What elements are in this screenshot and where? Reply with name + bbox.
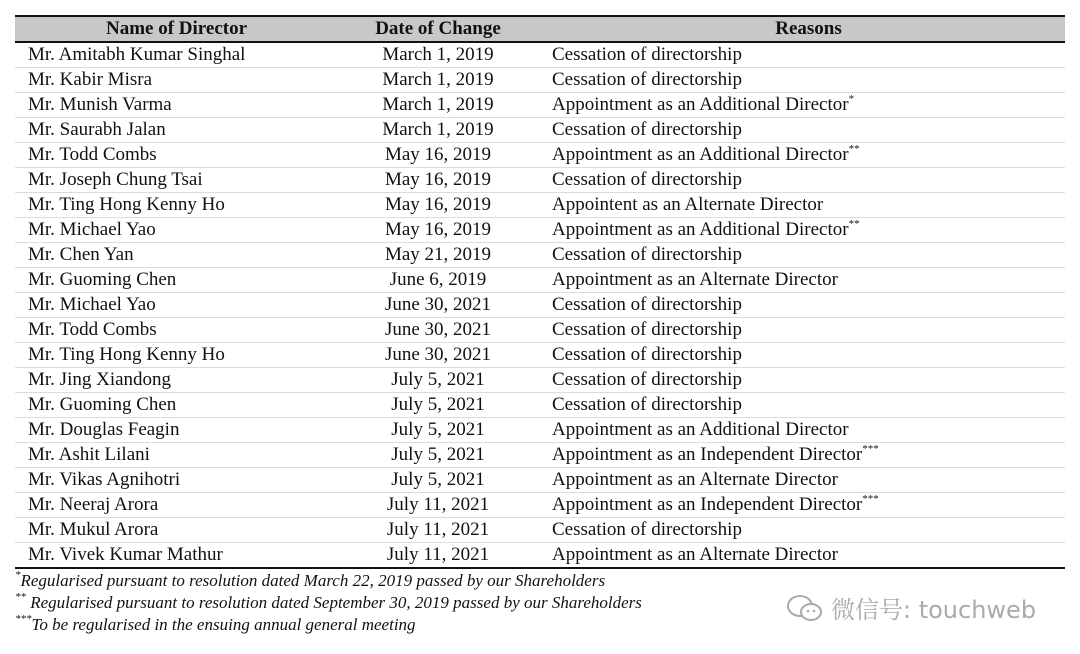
reason-text: Appointment as an Independent Director	[552, 494, 863, 515]
change-date: May 16, 2019	[338, 143, 538, 168]
watermark	[785, 590, 1036, 625]
footnote-text: To be regularised in the ensuing annual general meeting	[31, 615, 416, 634]
reason-text: Appointment as an Additional Director	[552, 419, 849, 440]
table-row	[15, 42, 1065, 68]
change-reason	[538, 243, 1065, 268]
footnote-mark: **	[848, 143, 860, 155]
reason-text: Cessation of directorship	[552, 294, 742, 315]
change-reason	[538, 193, 1065, 218]
director-name: Mr. Ting Hong Kenny Ho	[15, 193, 338, 218]
change-date: July 5, 2021	[338, 468, 538, 493]
table-row	[15, 343, 1065, 368]
table-row	[15, 268, 1065, 293]
table-row	[15, 293, 1065, 318]
header-name: Name of Director	[15, 16, 338, 42]
table-row	[15, 68, 1065, 93]
change-reason	[538, 118, 1065, 143]
reason-text: Cessation of directorship	[552, 369, 742, 390]
change-reason	[538, 68, 1065, 93]
footnote-mark: **	[848, 218, 860, 230]
director-name: Mr. Todd Combs	[15, 143, 338, 168]
table-row	[15, 243, 1065, 268]
header-date: Date of Change	[338, 16, 538, 42]
director-name: Mr. Guoming Chen	[15, 393, 338, 418]
footnote-mark: *	[848, 93, 855, 105]
table-row	[15, 518, 1065, 543]
change-date: May 16, 2019	[338, 168, 538, 193]
director-name: Mr. Joseph Chung Tsai	[15, 168, 338, 193]
change-date: March 1, 2019	[338, 118, 538, 143]
reason-text: Appointment as an Additional Director	[552, 94, 849, 115]
director-name: Mr. Jing Xiandong	[15, 368, 338, 393]
reason-text: Appointent as an Alternate Director	[552, 194, 824, 215]
change-reason	[538, 93, 1065, 118]
director-name: Mr. Saurabh Jalan	[15, 118, 338, 143]
change-reason	[538, 393, 1065, 418]
table-row	[15, 143, 1065, 168]
change-date: July 11, 2021	[338, 493, 538, 518]
footnote	[15, 571, 605, 591]
director-name: Mr. Chen Yan	[15, 243, 338, 268]
change-reason	[538, 318, 1065, 343]
footnote-text: Regularised pursuant to resolution dated March 22, 2019 passed by our Shareholders	[20, 571, 606, 590]
change-date: July 11, 2021	[338, 543, 538, 569]
table-row	[15, 193, 1065, 218]
director-name: Mr. Kabir Misra	[15, 68, 338, 93]
change-reason	[538, 518, 1065, 543]
table-row	[15, 118, 1065, 143]
change-reason	[538, 468, 1065, 493]
change-reason	[538, 368, 1065, 393]
director-name: Mr. Ting Hong Kenny Ho	[15, 343, 338, 368]
reason-text: Cessation of directorship	[552, 344, 742, 365]
reason-text: Cessation of directorship	[552, 319, 742, 340]
reason-text: Appointment as an Additional Director	[552, 219, 849, 240]
wechat-icon	[785, 593, 825, 623]
change-date: March 1, 2019	[338, 42, 538, 68]
director-name: Mr. Vivek Kumar Mathur	[15, 543, 338, 569]
table-row	[15, 543, 1065, 569]
table-row	[15, 93, 1065, 118]
change-date: May 16, 2019	[338, 218, 538, 243]
change-date: May 21, 2019	[338, 243, 538, 268]
reason-text: Cessation of directorship	[552, 394, 742, 415]
table-row	[15, 468, 1065, 493]
table-header-row	[15, 16, 1065, 42]
change-date: June 30, 2021	[338, 318, 538, 343]
footnote-mark: ***	[862, 493, 879, 505]
directors-table	[15, 15, 1065, 569]
footnote-mark: *	[15, 569, 21, 581]
change-reason	[538, 418, 1065, 443]
director-name: Mr. Guoming Chen	[15, 268, 338, 293]
change-reason	[538, 293, 1065, 318]
director-name: Mr. Douglas Feagin	[15, 418, 338, 443]
change-date: May 16, 2019	[338, 193, 538, 218]
footnote-mark: ***	[15, 613, 32, 625]
change-reason	[538, 42, 1065, 68]
change-reason	[538, 143, 1065, 168]
reason-text: Appointment as an Alternate Director	[552, 269, 838, 290]
change-date: June 6, 2019	[338, 268, 538, 293]
director-name: Mr. Michael Yao	[15, 293, 338, 318]
table-row	[15, 368, 1065, 393]
director-name: Mr. Munish Varma	[15, 93, 338, 118]
director-name: Mr. Todd Combs	[15, 318, 338, 343]
table-row	[15, 318, 1065, 343]
change-date: July 5, 2021	[338, 393, 538, 418]
change-reason	[538, 218, 1065, 243]
change-date: June 30, 2021	[338, 293, 538, 318]
reason-text: Appointment as an Alternate Director	[552, 544, 838, 565]
reason-text: Cessation of directorship	[552, 44, 742, 65]
change-date: March 1, 2019	[338, 93, 538, 118]
change-reason	[538, 268, 1065, 293]
reason-text: Cessation of directorship	[552, 169, 742, 190]
change-date: July 5, 2021	[338, 368, 538, 393]
director-name: Mr. Neeraj Arora	[15, 493, 338, 518]
table-row	[15, 218, 1065, 243]
reason-text: Cessation of directorship	[552, 519, 742, 540]
change-date: July 11, 2021	[338, 518, 538, 543]
reason-text: Appointment as an Additional Director	[552, 144, 849, 165]
reason-text: Cessation of directorship	[552, 119, 742, 140]
reason-text: Appointment as an Independent Director	[552, 444, 863, 465]
director-name: Mr. Mukul Arora	[15, 518, 338, 543]
table-row	[15, 393, 1065, 418]
table-row	[15, 418, 1065, 443]
change-date: July 5, 2021	[338, 418, 538, 443]
footnote	[15, 615, 416, 635]
reason-text: Cessation of directorship	[552, 244, 742, 265]
change-reason	[538, 343, 1065, 368]
table-row	[15, 168, 1065, 193]
table-row	[15, 493, 1065, 518]
change-date: July 5, 2021	[338, 443, 538, 468]
change-reason	[538, 493, 1065, 518]
change-reason	[538, 168, 1065, 193]
change-reason	[538, 443, 1065, 468]
table-row	[15, 443, 1065, 468]
change-reason	[538, 543, 1065, 569]
director-name: Mr. Amitabh Kumar Singhal	[15, 42, 338, 68]
director-name: Mr. Michael Yao	[15, 218, 338, 243]
footnote	[15, 593, 642, 613]
footnote-mark: **	[15, 591, 26, 603]
footnote-text: Regularised pursuant to resolution dated September 30, 2019 passed by our Shareholders	[26, 593, 642, 612]
director-name: Mr. Ashit Lilani	[15, 443, 338, 468]
watermark-text: 微信号: touchweb	[831, 596, 1037, 624]
header-reasons: Reasons	[538, 16, 1065, 42]
change-date: March 1, 2019	[338, 68, 538, 93]
footnote-mark: ***	[862, 443, 879, 455]
reason-text: Cessation of directorship	[552, 69, 742, 90]
change-date: June 30, 2021	[338, 343, 538, 368]
director-name: Mr. Vikas Agnihotri	[15, 468, 338, 493]
reason-text: Appointment as an Alternate Director	[552, 469, 838, 490]
